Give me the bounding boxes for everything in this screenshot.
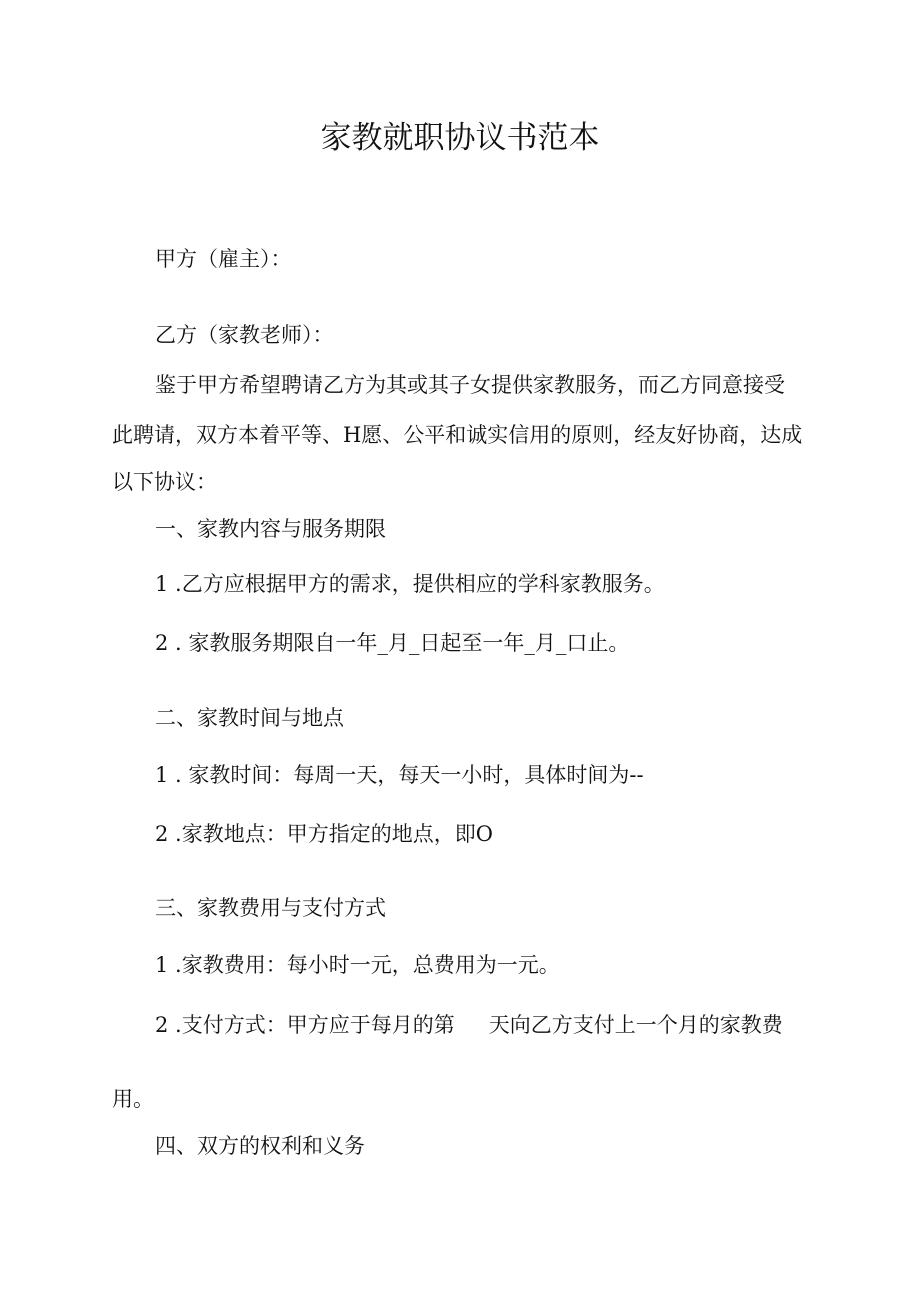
party-a-label: 甲方（雇主）： <box>155 247 292 271</box>
section-1-heading: 一、家教内容与服务期限 <box>155 517 386 541</box>
payment-part-2: 天向乙方支付上一个月的家教费 <box>488 1013 783 1037</box>
preamble-line-1: 鉴于甲方希望聘请乙方为其或其子女提供家教服务，而乙方同意接受 <box>155 373 785 397</box>
section-2-item-2: 2 .家教地点：甲方指定的地点，即O <box>155 822 493 846</box>
section-3-item-1: 1 .家教费用：每小时一元，总费用为一元。 <box>155 953 560 977</box>
party-b-label: 乙方（家教老师）： <box>155 323 334 347</box>
preamble-line-3: 以下协议： <box>112 470 217 494</box>
section-2-heading: 二、家教时间与地点 <box>155 706 344 730</box>
payment-part-1: 2 .支付方式：甲方应于每月的第 <box>155 1013 455 1037</box>
section-3-heading: 三、家教费用与支付方式 <box>155 896 386 920</box>
document-title: 家教就职协议书范本 <box>320 120 600 156</box>
section-4-heading: 四、双方的权利和义务 <box>155 1134 365 1158</box>
section-2-item-1: 1 . 家教时间：每周一天，每天一小时，具体时间为-- <box>155 763 644 787</box>
section-3-payment-continuation: 用。 <box>112 1087 154 1111</box>
section-3-payment-line <box>155 1010 783 1040</box>
preamble-line-2: 此聘请，双方本着平等、H愿、公平和诚实信用的原则，经友好协商，达成 <box>112 423 803 447</box>
section-1-item-1: 1 .乙方应根据甲方的需求，提供相应的学科家教服务。 <box>155 572 665 596</box>
section-1-item-2: 2 . 家教服务期限自一年_月_日起至一年_月_口止。 <box>155 631 630 655</box>
